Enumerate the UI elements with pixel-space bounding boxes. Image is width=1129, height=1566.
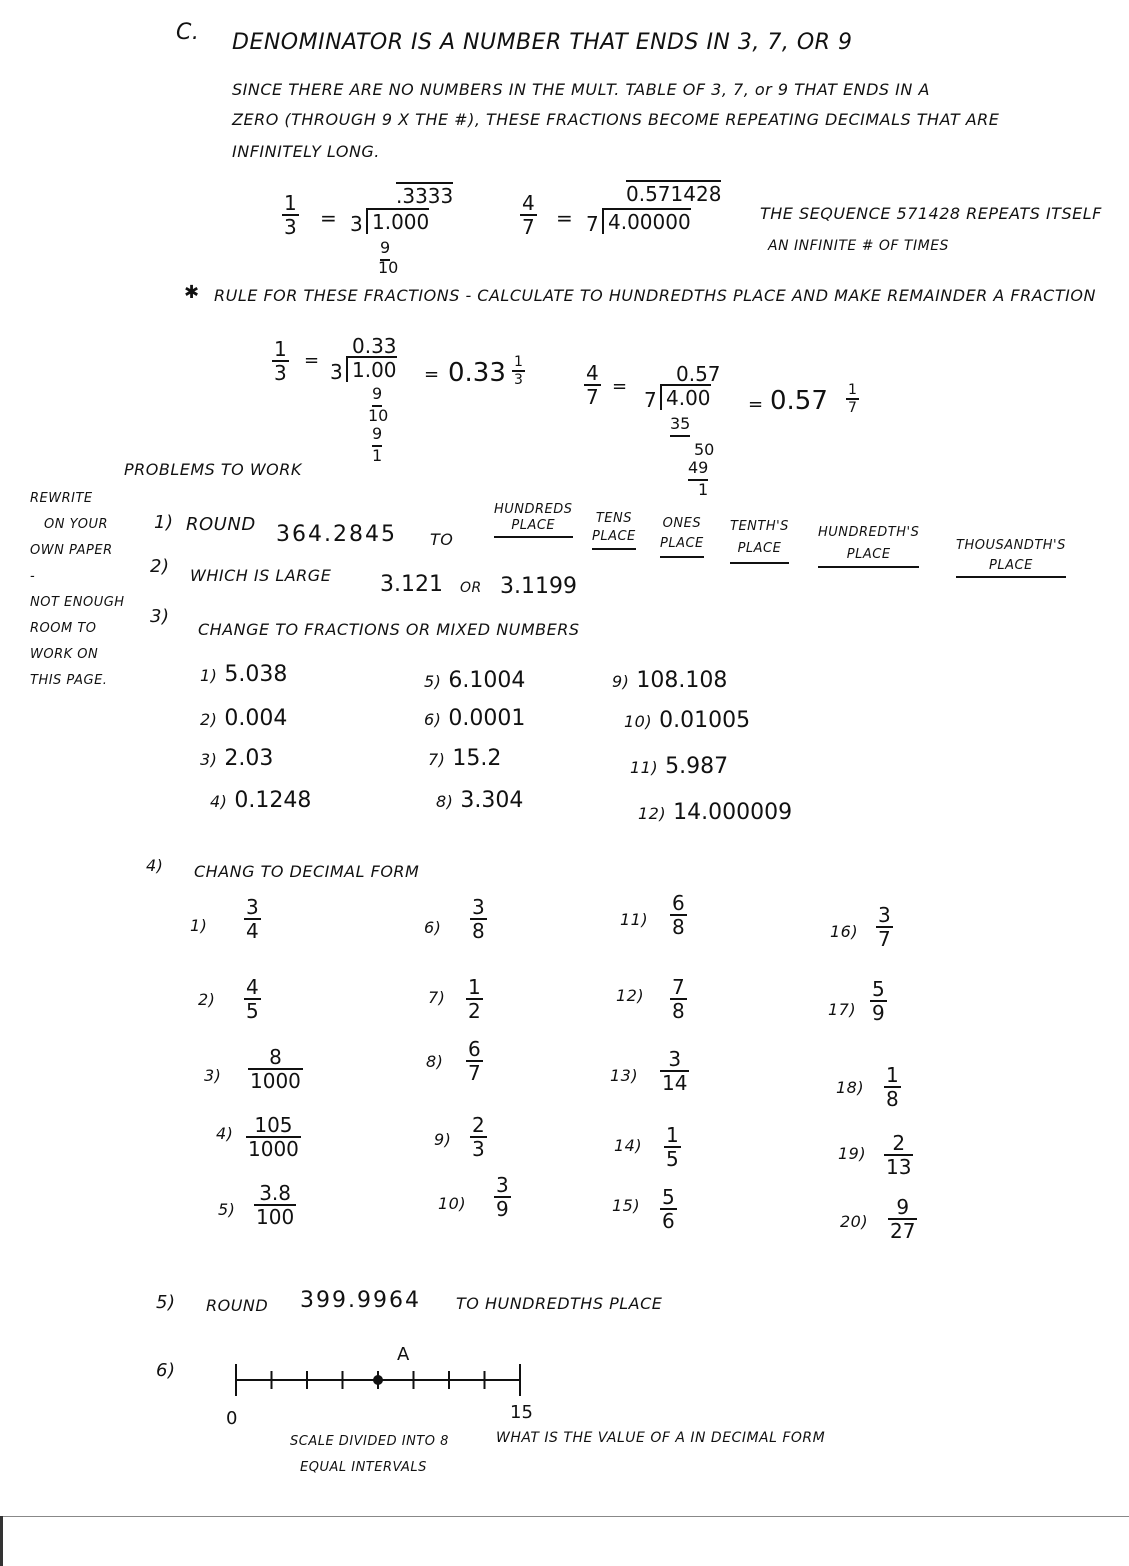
repeat-note-1: THE SEQUENCE 571428 REPEATS ITSELF bbox=[760, 204, 1102, 223]
star-icon: ✱ bbox=[184, 282, 200, 303]
equals-sign: = bbox=[612, 376, 628, 397]
example1-dividend: 1.000 bbox=[366, 210, 429, 234]
list-item: 6) 0.0001 bbox=[424, 706, 526, 731]
place-hundreds: HUNDREDS PLACE bbox=[494, 502, 573, 538]
rule-ex2-step: 35 bbox=[670, 414, 690, 433]
explanation-line-2: ZERO (THROUGH 9 X THE #), THESE FRACTIONS BECOME REPEATING DECIMALS THAT ARE bbox=[232, 110, 1000, 129]
problem-4-item-number: 3) bbox=[204, 1066, 222, 1085]
rule-ex1-divisor: 3 bbox=[330, 360, 343, 384]
list-item: 8) 3.304 bbox=[436, 788, 524, 813]
problem-4-fraction: $\frac{1}{8}$ bbox=[886, 1063, 899, 1111]
problem-4-item-number: 9) bbox=[434, 1130, 452, 1149]
section-letter: C. bbox=[176, 20, 200, 45]
list-item: 3) 2.03 bbox=[200, 746, 274, 771]
problem-5-value: 399.9964 bbox=[300, 1288, 421, 1313]
equals-sign: = bbox=[748, 394, 764, 415]
denominator: 3 bbox=[274, 361, 287, 385]
problem-4-item-number: 19) bbox=[838, 1144, 867, 1163]
example2-quotient: 0.571428 bbox=[626, 182, 722, 206]
list-item: 10) 0.01005 bbox=[624, 708, 751, 733]
problem-4-item-number: 16) bbox=[830, 922, 859, 941]
problem-4-fraction: $\frac{2}{13}$ bbox=[886, 1131, 912, 1179]
place-thousandths: THOUSANDTH'S PLACE bbox=[956, 536, 1066, 578]
rule-ex2-step: 50 bbox=[694, 440, 715, 459]
problem-2-a: 3.121 bbox=[380, 572, 443, 597]
problem-4-item-number: 7) bbox=[428, 988, 446, 1007]
rule-ex2-step: 1 bbox=[698, 480, 709, 499]
example1-quotient: .3333 bbox=[396, 184, 454, 208]
problem-3-number: 3) bbox=[150, 606, 170, 627]
problem-2-or: OR bbox=[460, 580, 482, 596]
problem-4-item-number: 17) bbox=[828, 1000, 857, 1019]
problem-1-to: TO bbox=[430, 530, 454, 549]
denominator: 7 bbox=[848, 400, 857, 416]
rule-ex1-result-fraction bbox=[512, 354, 525, 388]
problem-4-fraction: $\frac{8}{1000}$ bbox=[250, 1045, 301, 1093]
problem-4-fraction: $\frac{6}{7}$ bbox=[468, 1037, 481, 1085]
example2-fraction bbox=[520, 192, 537, 238]
problem-4-fraction: $\frac{3}{4}$ bbox=[246, 895, 259, 943]
list-item: 2) 0.004 bbox=[200, 706, 288, 731]
problem-4-item-number: 18) bbox=[836, 1078, 865, 1097]
rule-ex2-quotient: 0.57 bbox=[676, 362, 721, 386]
example1-fraction bbox=[282, 192, 299, 238]
denominator: 7 bbox=[586, 385, 599, 409]
problem-4-item-number: 14) bbox=[614, 1136, 643, 1155]
problem-4-item-number: 11) bbox=[620, 910, 649, 929]
problem-4-fraction: $\frac{2}{3}$ bbox=[472, 1113, 485, 1161]
problem-4-fraction: $\frac{1}{2}$ bbox=[468, 975, 481, 1023]
scale-note-1: SCALE DIVIDED INTO 8 bbox=[290, 1434, 449, 1449]
example1-step: 10 bbox=[378, 258, 399, 277]
numerator: 1 bbox=[848, 382, 857, 398]
list-item: 11) 5.987 bbox=[630, 754, 729, 779]
page-bottom-edge bbox=[0, 1516, 1129, 1517]
problem-4-item-number: 6) bbox=[424, 918, 442, 937]
problem-5-text: ROUND bbox=[206, 1296, 269, 1315]
list-item: 9) 108.108 bbox=[612, 668, 728, 693]
rule-ex1-quotient: 0.33 bbox=[352, 334, 397, 358]
equals-sign: = bbox=[304, 350, 320, 371]
problem-4-item-number: 12) bbox=[616, 986, 645, 1005]
point-a-label: A bbox=[397, 1344, 410, 1365]
problem-6-question: WHAT IS THE VALUE OF A IN DECIMAL FORM bbox=[496, 1430, 826, 1446]
number-line-end-label: 15 bbox=[510, 1402, 533, 1423]
problem-4-item-number: 5) bbox=[218, 1200, 236, 1219]
problem-4-text: CHANG TO DECIMAL FORM bbox=[194, 862, 420, 881]
rule-ex2-step: 49 bbox=[688, 458, 708, 477]
list-item: 4) 0.1248 bbox=[210, 788, 312, 813]
rule-ex1-result: 0.33 bbox=[448, 358, 506, 388]
place-ones: ONES PLACE bbox=[660, 514, 704, 558]
list-item: 7) 15.2 bbox=[428, 746, 502, 771]
problem-5-number: 5) bbox=[156, 1292, 176, 1313]
repeat-note-2: AN INFINITE # OF TIMES bbox=[768, 238, 949, 254]
problem-4-item-number: 10) bbox=[438, 1194, 467, 1213]
problem-4-item-number: 20) bbox=[840, 1212, 869, 1231]
problem-4-fraction: $\frac{5}{6}$ bbox=[662, 1185, 675, 1233]
problem-1-value: 364.2845 bbox=[276, 522, 397, 547]
place-tenths: TENTH'S PLACE bbox=[730, 516, 789, 564]
problems-heading: PROBLEMS TO WORK bbox=[124, 460, 302, 479]
number-line bbox=[220, 1340, 540, 1440]
problem-4-item-number: 13) bbox=[610, 1066, 639, 1085]
scale-note-2: EQUAL INTERVALS bbox=[300, 1460, 427, 1475]
example1-step: 9 bbox=[380, 238, 390, 257]
problem-4-item-number: 1) bbox=[190, 916, 208, 935]
problem-4-item-number: 4) bbox=[216, 1124, 234, 1143]
explanation-line-1: SINCE THERE ARE NO NUMBERS IN THE MULT. TABLE OF 3, 7, or 9 THAT ENDS IN A bbox=[232, 80, 930, 99]
problem-2-b: 3.1199 bbox=[500, 574, 577, 599]
denominator: 3 bbox=[284, 215, 297, 239]
rule-ex2-dividend: 4.00 bbox=[660, 386, 711, 410]
problem-4-fraction: $\frac{1}{5}$ bbox=[666, 1123, 679, 1171]
equals-sign: = bbox=[556, 206, 573, 230]
rule-ex1-step: 1 bbox=[372, 446, 383, 465]
numerator: 1 bbox=[274, 337, 287, 361]
page-edge-mark bbox=[0, 1516, 3, 1566]
problem-4-fraction: $\frac{3}{9}$ bbox=[496, 1173, 509, 1221]
rule-ex2-divisor: 7 bbox=[644, 388, 657, 412]
numerator: 4 bbox=[522, 191, 535, 215]
problem-1-number: 1) bbox=[154, 512, 174, 533]
rule-ex1-step: 10 bbox=[368, 406, 389, 425]
equals-sign: = bbox=[424, 364, 440, 385]
numerator: 1 bbox=[514, 354, 523, 370]
place-hundredths: HUNDREDTH'S PLACE bbox=[818, 522, 919, 568]
problem-3-text: CHANGE TO FRACTIONS OR MIXED NUMBERS bbox=[198, 620, 580, 639]
example2-divisor: 7 bbox=[586, 212, 599, 236]
rule-ex1-fraction bbox=[272, 338, 289, 384]
equals-sign: = bbox=[320, 206, 337, 230]
number-line-start-label: 0 bbox=[226, 1408, 238, 1429]
problem-4-fraction: $\frac{3.8}{100}$ bbox=[256, 1181, 295, 1229]
rule-ex2-fraction bbox=[584, 362, 601, 408]
list-item: 12) 14.000009 bbox=[638, 800, 793, 825]
problem-4-fraction: $\frac{3}{14}$ bbox=[662, 1047, 688, 1095]
rule-ex1-step: 9 bbox=[372, 424, 382, 443]
problem-4-item-number: 15) bbox=[612, 1196, 641, 1215]
numerator: 1 bbox=[284, 191, 297, 215]
side-note: REWRITE ON YOUR OWN PAPER - NOT ENOUGH ROOM TO WORK ON THIS PAGE. bbox=[30, 491, 125, 688]
problem-4-item-number: 8) bbox=[426, 1052, 444, 1071]
problem-4-number: 4) bbox=[146, 856, 164, 875]
rule-text: RULE FOR THESE FRACTIONS - CALCULATE TO HUNDREDTHS PLACE AND MAKE REMAINDER A FRACTION bbox=[214, 286, 1096, 305]
denominator: 3 bbox=[514, 372, 523, 388]
problem-4-fraction: $\frac{4}{5}$ bbox=[246, 975, 259, 1023]
problem-4-fraction: $\frac{7}{8}$ bbox=[672, 975, 685, 1023]
problem-2-number: 2) bbox=[150, 556, 170, 577]
problem-4-fraction: $\frac{3}{8}$ bbox=[472, 895, 485, 943]
rule-ex2-result: 0.57 bbox=[770, 386, 828, 416]
problem-4-fraction: $\frac{9}{27}$ bbox=[890, 1195, 916, 1243]
problem-1-text: ROUND bbox=[186, 514, 256, 535]
problem-6-number: 6) bbox=[156, 1360, 176, 1381]
numerator: 4 bbox=[586, 361, 599, 385]
problem-2-text: WHICH IS LARGE bbox=[190, 566, 332, 585]
example2-dividend: 4.00000 bbox=[602, 210, 691, 234]
denominator: 7 bbox=[522, 215, 535, 239]
rule-ex1-step: 9 bbox=[372, 384, 382, 403]
problem-4-item-number: 2) bbox=[198, 990, 216, 1009]
place-tens: TENS PLACE bbox=[592, 510, 636, 550]
point-a-marker bbox=[373, 1375, 383, 1385]
example1-divisor: 3 bbox=[350, 212, 363, 236]
section-heading: DENOMINATOR IS A NUMBER THAT ENDS IN 3, 7, OR 9 bbox=[232, 30, 853, 55]
list-item: 1) 5.038 bbox=[200, 662, 288, 687]
rule-ex2-result-fraction bbox=[846, 382, 859, 416]
problem-4-fraction: $\frac{3}{7}$ bbox=[878, 903, 891, 951]
problem-4-fraction: $\frac{5}{9}$ bbox=[872, 977, 885, 1025]
explanation-line-3: INFINITELY LONG. bbox=[232, 142, 380, 161]
list-item: 5) 6.1004 bbox=[424, 668, 526, 693]
problem-4-fraction: $\frac{6}{8}$ bbox=[672, 891, 685, 939]
rule-ex1-dividend: 1.00 bbox=[346, 358, 397, 382]
problem-4-fraction: $\frac{105}{1000}$ bbox=[248, 1113, 299, 1161]
problem-5-to: TO HUNDREDTHS PLACE bbox=[456, 1294, 663, 1313]
